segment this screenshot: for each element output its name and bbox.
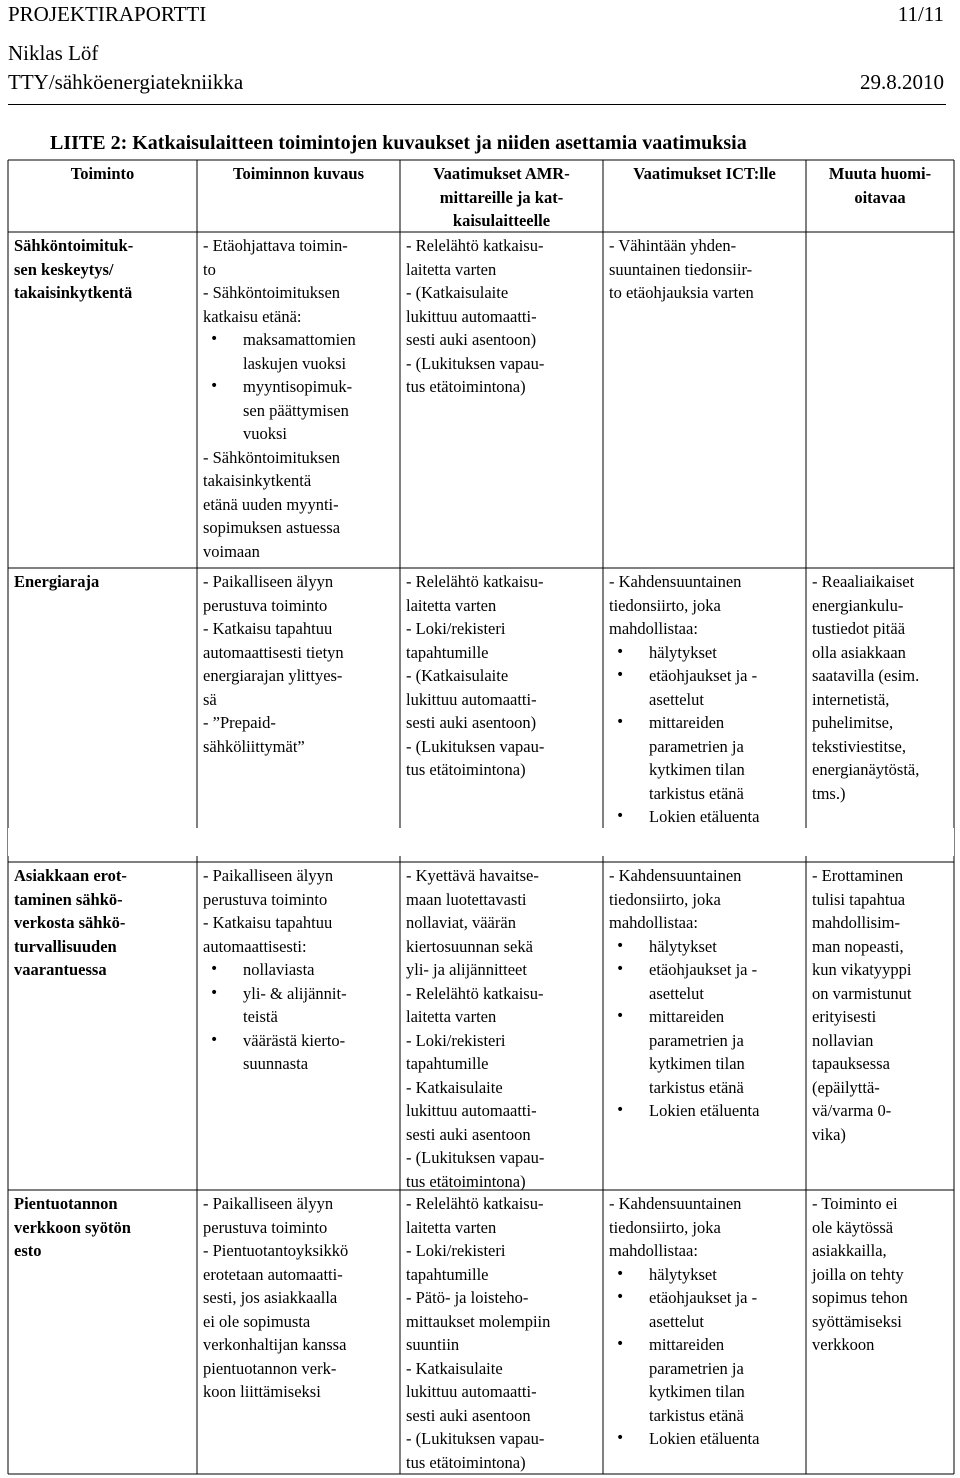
amr-requirements-cell <box>406 234 597 399</box>
text-line: asettelut <box>649 689 704 709</box>
text-line: Energiaraja <box>14 572 100 591</box>
text-line: - Sähköntoimituksen <box>203 447 341 467</box>
ict-requirements-cell <box>609 864 800 1123</box>
text-line: kytkimen tilan <box>649 760 745 779</box>
text-line: kytkimen tilan <box>649 1382 745 1401</box>
author: Niklas Löf <box>8 41 99 65</box>
date: 29.8.2010 <box>860 70 944 94</box>
text-line: voimaan <box>203 541 260 561</box>
text-line: - Loki/rekisteri <box>406 1030 506 1050</box>
bullet-item <box>609 958 800 1005</box>
text-line: tapahtumille <box>406 1054 489 1073</box>
text-line: - Vähintään yhden- <box>609 236 737 255</box>
text-line: • hälytykset <box>649 642 717 662</box>
text-line: - Katkaisulaite <box>406 1077 503 1097</box>
text-line: kiertosuunnan sekä <box>406 936 533 956</box>
text-line: automaattisesti tietyn <box>203 642 344 662</box>
text-line: - Relelähtö katkaisu- <box>406 572 544 591</box>
text-line: mahdollistaa: <box>609 913 698 932</box>
text-line: mahdollistaa: <box>609 619 698 638</box>
text-line: • hälytykset <box>649 1264 717 1284</box>
header-cell <box>609 162 800 186</box>
text-line: mahdollistaa: <box>609 1241 698 1260</box>
text-line: - Relelähtö katkaisu- <box>406 983 544 1003</box>
text-line: suuntiin <box>406 1335 460 1354</box>
text-line: • nollaviasta <box>243 960 315 979</box>
text-line: puhelimitse, <box>812 713 894 732</box>
amr-requirements-cell <box>406 864 597 1193</box>
text-line: - Erottaminen <box>812 866 904 885</box>
text-line: energianäytöstä, <box>812 760 920 779</box>
text-line: - Pientuotantoyksikkö <box>203 1241 349 1260</box>
header-cell <box>812 162 948 209</box>
function-cell <box>14 570 191 594</box>
text-line: - Kahdensuuntainen <box>609 1194 742 1213</box>
description-cell <box>203 1192 394 1404</box>
text-line: takaisinkytkentä <box>14 283 133 302</box>
bullet-list <box>609 641 800 829</box>
text-line: - (Katkaisulaite <box>406 283 509 302</box>
text-line: ei ole sopimusta <box>203 1311 311 1331</box>
text-line: asettelut <box>649 983 704 1003</box>
text-line: erityisesti <box>812 1007 877 1026</box>
notes-cell <box>812 1192 948 1357</box>
text-line: sen keskeytys/ <box>14 259 114 279</box>
text-line: tarkistus etänä <box>649 1077 744 1097</box>
bullet-item <box>609 805 800 829</box>
text-line: • myyntisopimuk- <box>243 377 353 396</box>
text-line: takaisinkytkentä <box>203 471 312 490</box>
text-line: sesti auki asentoon <box>406 1405 531 1425</box>
bullet-item <box>203 982 394 1029</box>
report-title: PROJEKTIRAPORTTI <box>8 2 207 26</box>
text-line: kaisulaitteelle <box>452 211 551 230</box>
text-line: parametrien ja <box>649 1358 744 1378</box>
text-line: mittareille ja kat- <box>439 187 564 207</box>
text-line: • Lokien etäluenta <box>649 1429 760 1448</box>
text-line: koon liittämiseksi <box>203 1382 321 1401</box>
text-line: • etäohjaukset ja - <box>649 960 758 979</box>
text-line: energiankulu- <box>812 595 904 615</box>
text-line: oitavaa <box>854 187 906 207</box>
text-line: lukittuu automaatti- <box>406 1382 537 1401</box>
text-line: - (Lukituksen vapau- <box>406 1429 545 1448</box>
text-line: - Loki/rekisteri <box>406 619 506 638</box>
bullet-list <box>609 1263 800 1451</box>
text-line: lukittuu automaatti- <box>406 1101 537 1120</box>
text-line: - (Lukituksen vapau- <box>406 736 545 756</box>
appendix-title: LIITE 2: Katkaisulaitteen toimintojen kuvaukset ja niiden asettamia vaatimuksia <box>50 132 747 154</box>
text-line: lukittuu automaatti- <box>406 689 537 709</box>
text-line: sen päättymisen <box>243 400 349 420</box>
text-line: nollaviat, väärän <box>406 913 516 932</box>
text-line: - Loki/rekisteri <box>406 1241 506 1260</box>
text-line: • maksamattomien <box>243 330 356 349</box>
text-line: verkkoon <box>812 1335 875 1354</box>
text-line: perustuva toiminto <box>203 595 328 615</box>
text-line: - Katkaisu tapahtuu <box>203 913 333 932</box>
notes-cell <box>812 570 948 805</box>
text-line: • Lokien etäluenta <box>649 807 760 826</box>
text-line: • etäohjaukset ja - <box>649 666 758 685</box>
text-line: saatavilla (esim. <box>812 666 920 685</box>
text-line: - Relelähtö katkaisu- <box>406 1194 544 1213</box>
text-line: tarkistus etänä <box>649 1405 744 1425</box>
function-cell <box>14 234 191 305</box>
notes-cell <box>812 864 948 1146</box>
text-line: internetistä, <box>812 689 890 709</box>
text-line: maan luotettavasti <box>406 889 527 909</box>
bullet-item <box>203 328 394 375</box>
text-line: Vaatimukset AMR- <box>433 164 570 183</box>
text-line: • väärästä kierto- <box>243 1030 346 1050</box>
text-line: sesti auki asentoon <box>406 1124 531 1144</box>
text-line: turvallisuuden <box>14 936 117 956</box>
text-line: Asiakkaan erot- <box>14 866 127 885</box>
text-line: to <box>203 259 216 279</box>
bullet-item <box>609 664 800 711</box>
text-line: - Paikalliseen älyyn <box>203 866 334 885</box>
text-line: • mittareiden <box>649 1335 725 1354</box>
text-line: - Katkaisulaite <box>406 1358 503 1378</box>
amr-requirements-cell <box>406 570 597 782</box>
text-line: tiedonsiirto, joka <box>609 1217 721 1237</box>
text-line: - (Lukituksen vapau- <box>406 353 545 373</box>
bullet-item <box>609 711 800 805</box>
text-line: mittaukset molempiin <box>406 1311 551 1331</box>
text-line: sähköliittymät” <box>203 736 305 756</box>
text-line: Muuta huomi- <box>828 164 932 183</box>
ict-requirements-cell <box>609 570 800 829</box>
text-line: erotetaan automaatti- <box>203 1264 343 1284</box>
text-line: joilla on tehty <box>812 1264 904 1284</box>
text-line: katkaisu etänä: <box>203 306 302 326</box>
text-line: - (Lukituksen vapau- <box>406 1148 545 1167</box>
text-line: • mittareiden <box>649 1007 725 1026</box>
ict-requirements-cell <box>609 234 800 305</box>
text-line: tus etätoimintona) <box>406 377 526 396</box>
text-line: - Etäohjattava toimin- <box>203 236 348 255</box>
text-line: kytkimen tilan <box>649 1054 745 1073</box>
text-line: yli- ja alijännitteet <box>406 960 527 979</box>
bullet-item <box>609 935 800 959</box>
function-cell <box>14 1192 191 1263</box>
text-line: vaarantuessa <box>14 960 107 979</box>
text-line: - ”Prepaid- <box>203 713 276 732</box>
page-break-gap <box>8 828 954 856</box>
text-line: vika) <box>812 1124 846 1144</box>
text-line: (epäilyttä- <box>812 1077 880 1097</box>
text-line: - Pätö- ja loisteho- <box>406 1288 529 1307</box>
text-line: • etäohjaukset ja - <box>649 1288 758 1307</box>
bullet-item <box>203 375 394 446</box>
text-line: tekstiviestitse, <box>812 736 906 756</box>
text-line: sesti auki asentoon) <box>406 330 537 349</box>
text-line: perustuva toiminto <box>203 889 328 909</box>
description-cell <box>203 570 394 758</box>
description-cell <box>203 864 394 1076</box>
text-line: vä/varma 0- <box>812 1101 892 1120</box>
text-line: - Paikalliseen älyyn <box>203 572 334 591</box>
text-line: - (Katkaisulaite <box>406 666 509 685</box>
text-line: man nopeasti, <box>812 936 904 956</box>
text-line: asiakkailla, <box>812 1241 887 1260</box>
text-line: sopimuksen astuessa <box>203 518 341 537</box>
text-line: - Reaaliaikaiset <box>812 572 915 591</box>
text-line: laskujen vuoksi <box>243 353 347 373</box>
bullet-list <box>203 958 394 1076</box>
text-line: esto <box>14 1241 42 1260</box>
text-line: Vaatimukset ICT:lle <box>633 164 776 183</box>
text-line: asettelut <box>649 1311 704 1331</box>
text-line: Sähköntoimituk- <box>14 236 134 255</box>
amr-requirements-cell <box>406 1192 597 1474</box>
text-line: ole käytössä <box>812 1217 894 1237</box>
text-line: verkkoon syötön <box>14 1217 131 1237</box>
text-line: tapahtumille <box>406 1264 489 1284</box>
text-line: - Relelähtö katkaisu- <box>406 236 544 255</box>
bullet-item <box>609 1005 800 1099</box>
text-line: automaattisesti: <box>203 936 307 956</box>
bullet-item <box>609 1263 800 1287</box>
text-line: nollavian <box>812 1030 874 1050</box>
text-line: etänä uuden myynti- <box>203 494 339 514</box>
text-line: sopimus tehon <box>812 1288 908 1307</box>
text-line: kun vikatyyppi <box>812 960 912 979</box>
text-line: - Kahdensuuntainen <box>609 866 742 885</box>
text-line: sesti auki asentoon) <box>406 713 537 732</box>
bullet-item <box>609 641 800 665</box>
text-line: mahdollisim- <box>812 913 900 932</box>
header-cell <box>203 162 394 186</box>
text-line: laitetta varten <box>406 259 497 279</box>
text-line: • Lokien etäluenta <box>649 1101 760 1120</box>
text-line: tarkistus etänä <box>649 783 744 803</box>
text-line: on varmistunut <box>812 983 912 1003</box>
text-line: tapauksessa <box>812 1054 890 1073</box>
text-line: to etäohjauksia varten <box>609 283 754 302</box>
header-cell <box>14 162 191 186</box>
bullet-item <box>609 1427 800 1451</box>
text-line: tiedonsiirto, joka <box>609 595 721 615</box>
ict-requirements-cell <box>609 1192 800 1451</box>
text-line: tus etätoimintona) <box>406 1452 526 1472</box>
text-line: laitetta varten <box>406 1007 497 1026</box>
text-line: tus etätoimintona) <box>406 760 526 779</box>
text-line: lukittuu automaatti- <box>406 306 537 326</box>
text-line: tus etätoimintona) <box>406 1171 526 1191</box>
text-line: verkonhaltijan kanssa <box>203 1335 347 1354</box>
text-line: verkosta sähkö- <box>14 913 126 932</box>
text-line: tiedonsiirto, joka <box>609 889 721 909</box>
text-line: sä <box>203 689 217 709</box>
text-line: Pientuotannon <box>14 1194 118 1213</box>
text-line: pientuotannon verk- <box>203 1358 337 1378</box>
text-line: parametrien ja <box>649 1030 744 1050</box>
text-line: tustiedot pitää <box>812 619 906 638</box>
text-line: - Kahdensuuntainen <box>609 572 742 591</box>
text-line: - Toiminto ei <box>812 1194 898 1213</box>
text-line: Toiminnon kuvaus <box>232 164 364 183</box>
text-line: parametrien ja <box>649 736 744 756</box>
text-line: laitetta varten <box>406 595 497 615</box>
text-line: - Kyettävä havaitse- <box>406 866 539 885</box>
bullet-item <box>609 1333 800 1427</box>
text-line: vuoksi <box>243 424 288 443</box>
text-line: Toiminto <box>70 164 135 183</box>
text-line: taminen sähkö- <box>14 889 123 909</box>
text-line: tms.) <box>812 783 846 803</box>
text-line: • hälytykset <box>649 936 717 956</box>
text-line: • yli- & alijännit- <box>243 983 347 1003</box>
text-line: - Katkaisu tapahtuu <box>203 619 333 638</box>
text-line: laitetta varten <box>406 1217 497 1237</box>
text-line: teistä <box>243 1007 278 1026</box>
text-line: suuntainen tiedonsiir- <box>609 259 753 279</box>
bullet-list <box>203 328 394 446</box>
text-line: syöttämiseksi <box>812 1311 902 1331</box>
text-line: tulisi tapahtua <box>812 889 906 909</box>
bullet-item <box>203 958 394 982</box>
text-line: energiarajan ylittyes- <box>203 666 343 685</box>
bullet-item <box>203 1029 394 1076</box>
function-cell <box>14 864 191 982</box>
bullet-item <box>609 1286 800 1333</box>
text-line: suunnasta <box>243 1054 309 1073</box>
page-number: 11/11 <box>897 2 944 26</box>
bullet-item <box>609 1099 800 1123</box>
description-cell <box>203 234 394 563</box>
text-line: • mittareiden <box>649 713 725 732</box>
text-line: - Sähköntoimituksen <box>203 283 341 302</box>
bullet-list <box>609 935 800 1123</box>
department: TTY/sähköenergiatekniikka <box>8 70 244 94</box>
text-line: sesti, jos asiakkaalla <box>203 1288 338 1307</box>
header-cell <box>406 162 597 233</box>
text-line: perustuva toiminto <box>203 1217 328 1237</box>
text-line: tapahtumille <box>406 642 489 662</box>
text-line: - Paikalliseen älyyn <box>203 1194 334 1213</box>
text-line: olla asiakkaan <box>812 642 906 662</box>
